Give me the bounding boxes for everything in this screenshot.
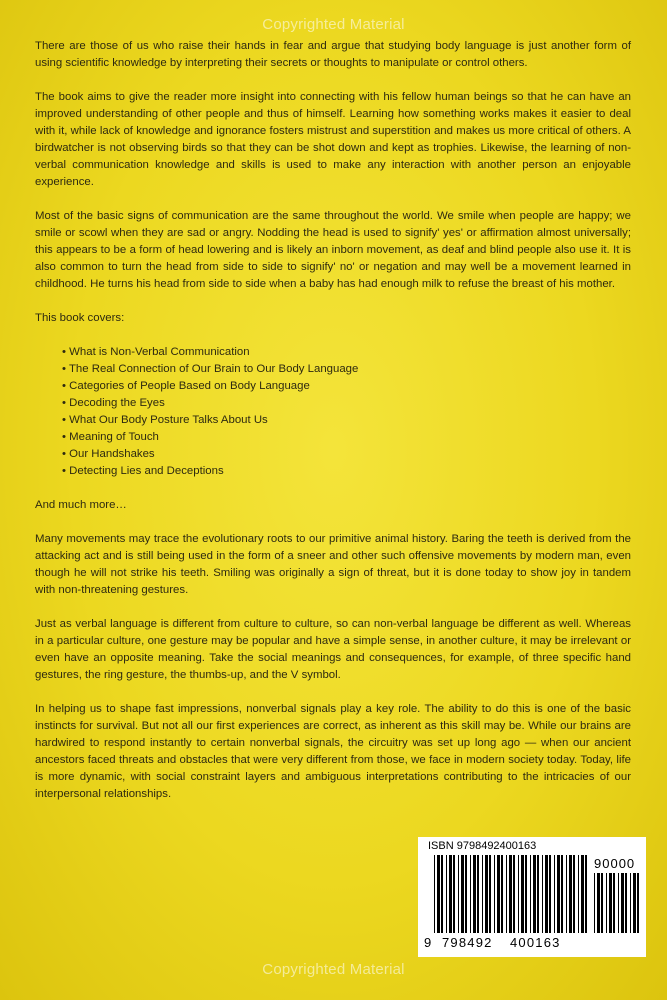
ean-bar	[521, 855, 524, 933]
ean-bar	[542, 855, 543, 933]
ean-bar	[461, 855, 464, 933]
ean-bar	[497, 855, 500, 933]
addon-bar	[597, 873, 600, 933]
covers-heading: This book covers:	[35, 312, 125, 324]
ean-bar	[437, 855, 440, 933]
and-much-more: And much more…	[35, 499, 127, 511]
list-item: • What Our Body Posture Talks About Us	[62, 412, 631, 429]
list-item: • Meaning of Touch	[62, 429, 631, 446]
list-item: • The Real Connection of Our Brain to Our Body Language	[62, 361, 631, 378]
blurb-paragraph: The book aims to give the reader more insight into connecting with his fellow human beings so that he can have an improved understanding of other people and thus of himself. Learning how something works makes it easier to deal with it, while lack of knowledge and ignorance fosters mistrust and superstition and makes us more critical of others. A birdwatcher is not observing birds so that they can be shot down and kept as trophies. Likewise, the learning of non-verbal communication knowledge and skills is used to make any interaction with another person an enjoyable experience.	[35, 91, 631, 188]
ean-bar	[561, 855, 563, 933]
ean-bar	[585, 855, 587, 933]
addon-bar	[609, 873, 612, 933]
ean-bar	[453, 855, 455, 933]
addon-bar	[613, 873, 615, 933]
addon-bar	[633, 873, 636, 933]
ean-bar	[449, 855, 452, 933]
ean-bar	[537, 855, 539, 933]
ean-bar	[465, 855, 467, 933]
isbn-barcode	[418, 837, 646, 957]
addon-bar	[594, 873, 595, 933]
price-code: 90000	[594, 856, 636, 871]
blurb-paragraph: Many movements may trace the evolutionary roots to our primitive animal history. Baring the teeth is derived from the attacking act and is still being used in the form of a sneer and other such offensive movements by modern man, even though he will not strike his teeth. Smiling was originally a sign of threat, but it is done today to show joy in tandem with non-threatening gestures.	[35, 533, 631, 596]
ean-bar	[446, 855, 447, 933]
addon-bar	[606, 873, 607, 933]
ean-bar	[573, 855, 575, 933]
blurb-paragraph: Just as verbal language is different from culture to culture, so can non-verbal language be different as well. Whereas in a particular culture, one gesture may be popular and have a simple sense, in another culture, it may be irrelevant or even have an opposite meaning. Take the social meanings and consequences, for example, of three specific hand gestures, the ring gesture, the thumbs-up, and the V symbol.	[35, 618, 631, 681]
barcode-left-digits: 798492	[442, 935, 493, 950]
barcode-right-digits: 400163	[510, 935, 561, 950]
list-item: • Decoding the Eyes	[62, 395, 631, 412]
ean-bar	[545, 855, 548, 933]
isbn-label: ISBN 9798492400163	[428, 840, 537, 852]
ean-bar	[485, 855, 488, 933]
barcode-lead-digit: 9	[424, 935, 433, 950]
ean-bar	[581, 855, 584, 933]
ean-bar	[578, 855, 579, 933]
ean-bar	[494, 855, 495, 933]
watermark-top: Copyrighted Material	[262, 16, 405, 33]
list-item: • Detecting Lies and Deceptions	[62, 463, 631, 480]
blurb-paragraph: In helping us to shape fast impressions, nonverbal signals play a key role. The ability to do this is one of the basic instincts for survival. But not all our first experiences are correct, as inherent as this skill may be. While our brains are hardwired to respond instantly to certain nonverbal signals, the circuitry was set up long ago — when our ancient ancestors faced threats and obstacles that were very different from those, we face in modern society today. Today, life is more dynamic, with social constraint layers and ambiguous interpretations contributing to the intricacies of our interpersonal relationships.	[35, 703, 631, 800]
addon-bar	[637, 873, 639, 933]
addon-bar	[625, 873, 627, 933]
blurb-paragraph: There are those of us who raise their hands in fear and argue that studying body language is just another form of using scientific knowledge by interpreting their secrets or thoughts to manipulate or control others.	[35, 40, 631, 69]
list-item: • Categories of People Based on Body Language	[62, 378, 631, 395]
ean-bar	[533, 855, 536, 933]
ean-bar	[569, 855, 572, 933]
watermark-bottom: Copyrighted Material	[262, 961, 405, 978]
ean-bar	[506, 855, 507, 933]
list-item: • What is Non-Verbal Communication	[62, 344, 631, 361]
ean-bar	[554, 855, 555, 933]
list-item: • Our Handshakes	[62, 446, 631, 463]
ean-bar	[557, 855, 560, 933]
addon-bar	[618, 873, 619, 933]
ean-bar	[501, 855, 503, 933]
ean-bar	[509, 855, 512, 933]
ean-bar	[482, 855, 483, 933]
ean-bar	[518, 855, 519, 933]
ean-bar	[477, 855, 479, 933]
ean-bar	[513, 855, 515, 933]
ean-bar	[525, 855, 527, 933]
back-cover-blurb	[35, 38, 631, 820]
ean-bar	[530, 855, 531, 933]
addon-bar	[621, 873, 624, 933]
ean-bar	[441, 855, 443, 933]
ean-bar	[470, 855, 471, 933]
addon-bar	[630, 873, 631, 933]
blurb-paragraph: Most of the basic signs of communication are the same throughout the world. We smile when people are happy; we smile or scowl when they are sad or angry. Nodding the head is used to signify' yes' or affirmation almost universally; this appears to be a form of head lowering and is likely an inborn movement, as deaf and blind people also use it. It is also common to turn the head from side to side to signify' no' or negation and may well be a movement learned in childhood. He turns his head from side to side when a baby has had enough milk to refuse the breast of his mother.	[35, 210, 631, 290]
ean-bar	[566, 855, 567, 933]
ean-bar	[434, 855, 435, 933]
ean-bar	[473, 855, 476, 933]
ean-bar	[458, 855, 459, 933]
ean-bar	[549, 855, 551, 933]
addon-bar	[601, 873, 603, 933]
covers-list	[35, 344, 631, 480]
ean-bar	[489, 855, 491, 933]
